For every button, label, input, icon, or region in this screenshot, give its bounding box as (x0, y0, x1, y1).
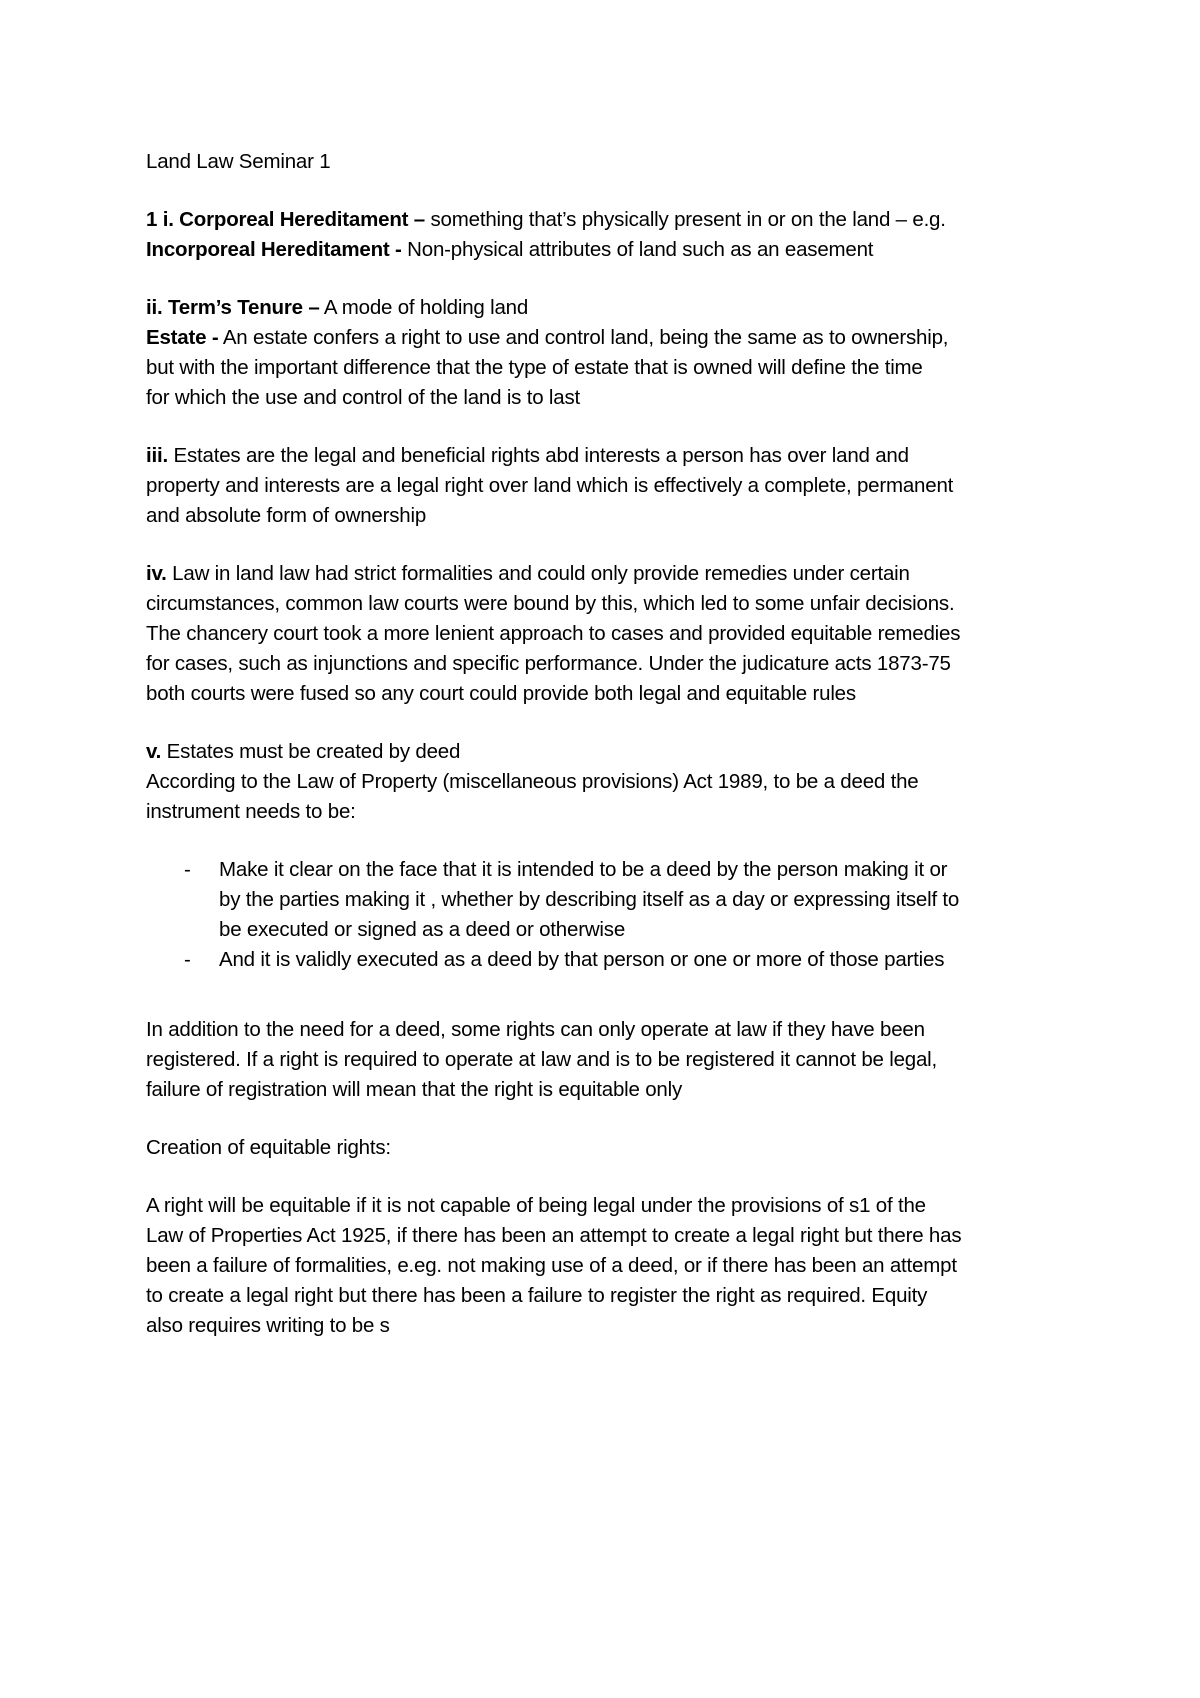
bullet-1-line-2: by the parties making it , whether by describing itself as a day or expressing itself to (219, 888, 960, 911)
section-2-text: A mode of holding land (319, 296, 529, 319)
addition-para-line-2: registered. If a right is required to operate at law and is to be registered it cannot be legal, (146, 1048, 938, 1071)
section-5-label: v. (146, 740, 162, 763)
section-5-line-2: According to the Law of Property (miscellaneous provisions) Act 1989, to be a deed the (146, 770, 919, 793)
section-2-label-2: Estate - (146, 326, 219, 349)
section-2-line-2 (146, 323, 948, 353)
section-3-line-2: property and interests are a legal right over land which is effectively a complete, permanent (146, 474, 954, 497)
section-3-line-1 (146, 441, 909, 471)
section-5-line-1 (146, 737, 460, 767)
section-1-label-2: Incorporeal Hereditament - (146, 238, 402, 261)
bullet-1-line-1: Make it clear on the face that it is intended to be a deed by the person making it or (219, 858, 948, 881)
section-1-label: 1 i. Corporeal Hereditament – (146, 208, 426, 231)
section-2-line-4: for which the use and control of the land is to last (146, 386, 581, 409)
section-1-line-1 (146, 205, 946, 235)
section-3-label: iii. (146, 444, 168, 467)
document-title: Land Law Seminar 1 (146, 150, 331, 173)
section-3-text: Estates are the legal and beneficial rights abd interests a person has over land and (167, 444, 909, 467)
addition-para-line-3: failure of registration will mean that the right is equitable only (146, 1078, 683, 1101)
bullet-1-line-3: be executed or signed as a deed or otherwise (219, 918, 626, 941)
bullet-1-marker: - (184, 858, 191, 881)
section-4-line-4: for cases, such as injunctions and specific performance. Under the judicature acts 1873-75 (146, 652, 951, 675)
section-4-line-5: both courts were fused so any court could provide both legal and equitable rules (146, 682, 856, 705)
equitable-para-line-2: Law of Properties Act 1925, if there has been an attempt to create a legal right but there has (146, 1224, 962, 1247)
section-3-line-3: and absolute form of ownership (146, 504, 427, 527)
bullet-2-line-1: And it is validly executed as a deed by that person or one or more of those parties (219, 948, 945, 971)
section-4-line-1 (146, 559, 910, 589)
equitable-para-line-5: also requires writing to be s (146, 1314, 390, 1337)
section-1-text-2: Non-physical attributes of land such as an easement (401, 238, 874, 261)
section-2-line-1 (146, 293, 528, 323)
section-1-line-2 (146, 235, 873, 265)
bullet-2-marker: - (184, 948, 191, 971)
equitable-para-line-3: been a failure of formalities, e.eg. not making use of a deed, or if there has been an attempt (146, 1254, 957, 1277)
section-5-text: Estates must be created by deed (161, 740, 461, 763)
equitable-para-line-1: A right will be equitable if it is not capable of being legal under the provisions of s1 of the (146, 1194, 926, 1217)
section-4-label: iv. (146, 562, 167, 585)
section-5-line-3: instrument needs to be: (146, 800, 356, 823)
addition-para-line-1: In addition to the need for a deed, some rights can only operate at law if they have been (146, 1018, 925, 1041)
section-4-text: Law in land law had strict formalities and could only provide remedies under certain (166, 562, 910, 585)
section-2-line-3: but with the important difference that the type of estate that is owned will define the time (146, 356, 923, 379)
section-2-text-2: An estate confers a right to use and control land, being the same as to ownership, (218, 326, 949, 349)
creation-heading: Creation of equitable rights: (146, 1136, 391, 1159)
section-4-line-2: circumstances, common law courts were bound by this, which led to some unfair decisions. (146, 592, 955, 615)
section-1-text: something that’s physically present in or on the land – e.g. (425, 208, 946, 231)
section-4-line-3: The chancery court took a more lenient approach to cases and provided equitable remedies (146, 622, 961, 645)
equitable-para-line-4: to create a legal right but there has been a failure to register the right as required. Equity (146, 1284, 928, 1307)
section-2-label: ii. Term’s Tenure – (146, 296, 320, 319)
